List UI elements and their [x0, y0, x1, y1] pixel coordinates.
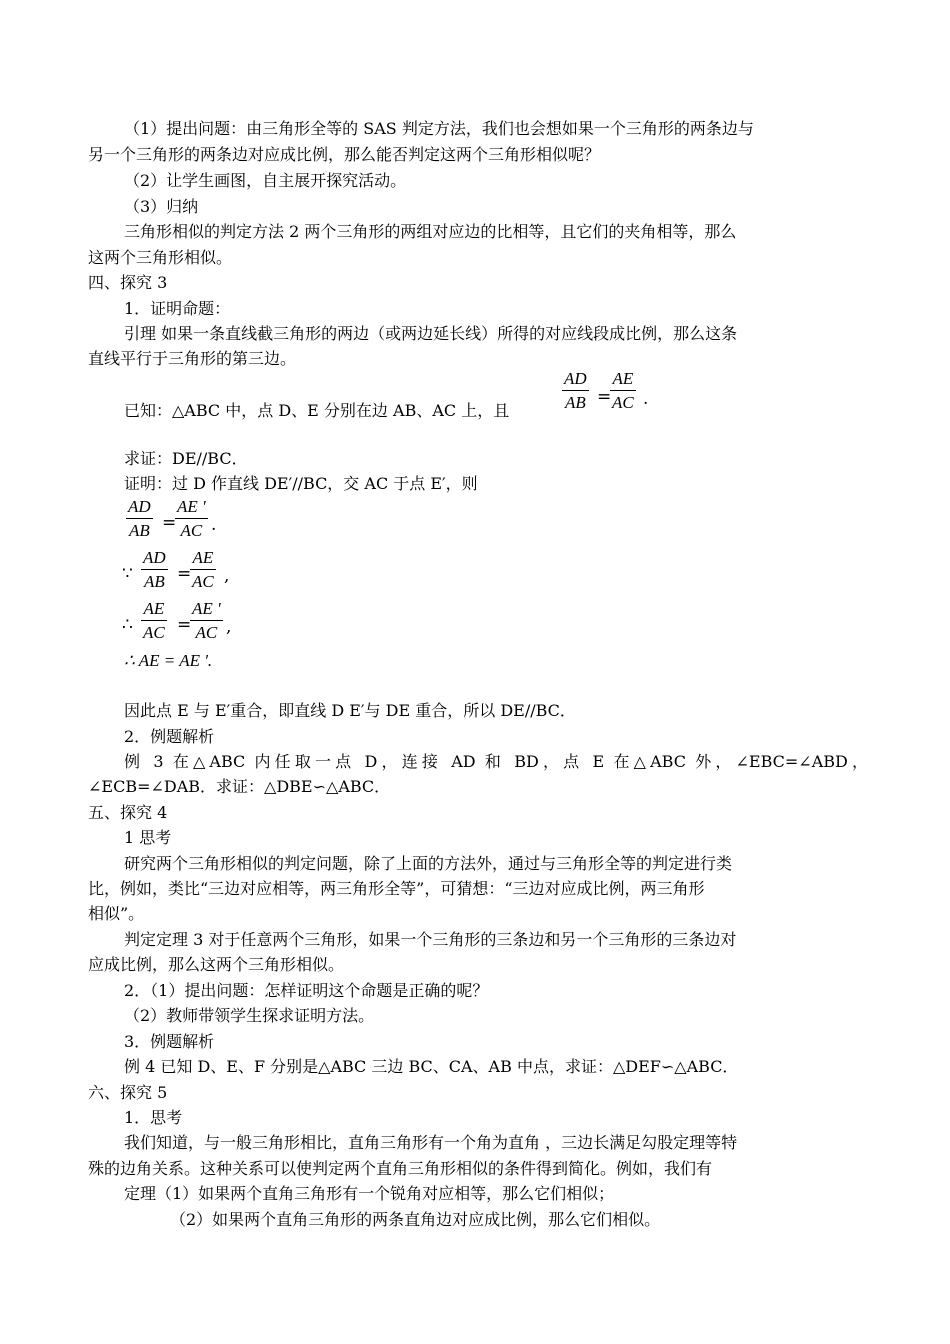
paragraph-line: 因此点 E 与 E′重合，即直线 D E′与 DE 重合，所以 DE//BC． [124, 701, 576, 720]
paragraph-line: 2．（1）提出问题：怎样证明这个命题是正确的呢？ [124, 981, 489, 1000]
paragraph-line: （2）教师带领学生探求证明方法。 [124, 1006, 375, 1025]
paragraph-line: 研究两个三角形相似的判定问题，除了上面的方法外，通过与三角形全等的判定进行类 [124, 854, 733, 873]
paragraph-line: 另一个三角形的两条边对应成比例，那么能否判定这两个三角形相似呢？ [88, 145, 601, 164]
paragraph-line: ∠ECB=∠DAB．求证：△DBE∽△ABC． [88, 777, 391, 796]
paragraph-line: 3．例题解析 [124, 1032, 215, 1051]
because-symbol: ∵ [122, 564, 133, 584]
comma: , [226, 617, 232, 637]
fraction-proof-1-left: $\frac{AD}{AB}$ [128, 497, 151, 540]
paragraph-line: 这两个三角形相似。 [88, 248, 233, 267]
paragraph-line: 2．例题解析 [124, 727, 215, 746]
fraction-proof-2-left: $\frac{AD}{AB}$ [143, 548, 166, 591]
paragraph-line: 比，例如，类比“三边对应相等，两三角形全等”，可猜想：“三边对应成比例，两三角形 [88, 879, 705, 898]
paragraph-line: 定理（1）如果两个直角三角形有一个锐角对应相等，那么它们相似； [124, 1184, 615, 1203]
fraction-proof-3-left: $\frac{AE}{AC}$ [143, 599, 165, 642]
fraction-proof-3-right: $\frac{AE '}{AC}$ [192, 599, 221, 642]
paragraph-line: 相似”。 [88, 904, 145, 923]
section-heading: 六、探究 5 [88, 1083, 168, 1102]
proof-conclusion-equation: ∴ AE = AE '. [124, 651, 213, 670]
paragraph-line: 例 3 在△ABC 内任取一点 D，连接 AD 和 BD，点 E 在△ABC 外，∠EBC=∠ABD， [124, 752, 868, 771]
fraction-proof-1-right: $\frac{AE '}{AC}$ [177, 497, 206, 540]
comma: , [224, 566, 230, 586]
paragraph-line: 1．思考 [124, 1108, 183, 1127]
paragraph-line: 1．证明命题： [124, 299, 231, 318]
paragraph-line: 应成比例，那么这两个三角形相似。 [88, 955, 345, 974]
paragraph-line: 1 思考 [124, 828, 172, 847]
paragraph-line: 殊的边角关系。这种关系可以使判定两个直角三角形相似的条件得到简化。例如，我们有 [88, 1159, 713, 1178]
period: . [211, 515, 217, 535]
equals-sign: = [177, 615, 192, 635]
paragraph-line: 直线平行于三角形的第三边。 [88, 349, 297, 368]
therefore-symbol: ∴ [122, 615, 133, 635]
proof-line: 证明：过 D 作直线 DE′//BC，交 AC 于点 E′，则 [124, 474, 478, 493]
paragraph-line: 判定定理 3 对于任意两个三角形，如果一个三角形的三条边和另一个三角形的三条边对 [124, 930, 737, 949]
section-heading: 五、探究 4 [88, 803, 168, 822]
paragraph-line: （2）让学生画图，自主展开探究活动。 [124, 171, 407, 190]
fraction-given-right: $\frac{AE}{AC}$ [612, 369, 634, 412]
period: . [643, 389, 649, 409]
given-line: 已知：△ABC 中，点 D、E 分别在边 AB、AC 上，且 [124, 401, 510, 420]
equals-sign: = [162, 513, 177, 533]
paragraph-line: （2）如果两个直角三角形的两条直角边对应成比例，那么它们相似。 [170, 1210, 661, 1229]
paragraph-line: 我们知道，与一般三角形相比，直角三角形有一个角为直角 ，三边长满足勾股定理等特 [124, 1133, 738, 1152]
fraction-proof-2-right: $\frac{AE}{AC}$ [192, 548, 214, 591]
paragraph-line: 三角形相似的判定方法 2 两个三角形的两组对应边的比相等，且它们的夹角相等，那么 [124, 222, 737, 241]
paragraph-line: （1）提出问题：由三角形全等的 SAS 判定方法，我们也会想如果一个三角形的两条边与 [124, 119, 754, 138]
fraction-given-left: $\frac{AD}{AB}$ [564, 369, 587, 412]
paragraph-line: 引理 如果一条直线截三角形的两边（或两边延长线）所得的对应线段成比例，那么这条 [124, 324, 738, 343]
prove-line: 求证：DE//BC． [124, 449, 248, 468]
equals-sign: = [597, 387, 612, 407]
paragraph-line: （3）归纳 [124, 197, 199, 216]
equals-sign: = [177, 564, 192, 584]
section-heading: 四、探究 3 [88, 273, 168, 292]
paragraph-line: 例 4 已知 D、E、F 分别是△ABC 三边 BC、CA、AB 中点，求证：△DEF∽△ABC． [124, 1057, 739, 1076]
